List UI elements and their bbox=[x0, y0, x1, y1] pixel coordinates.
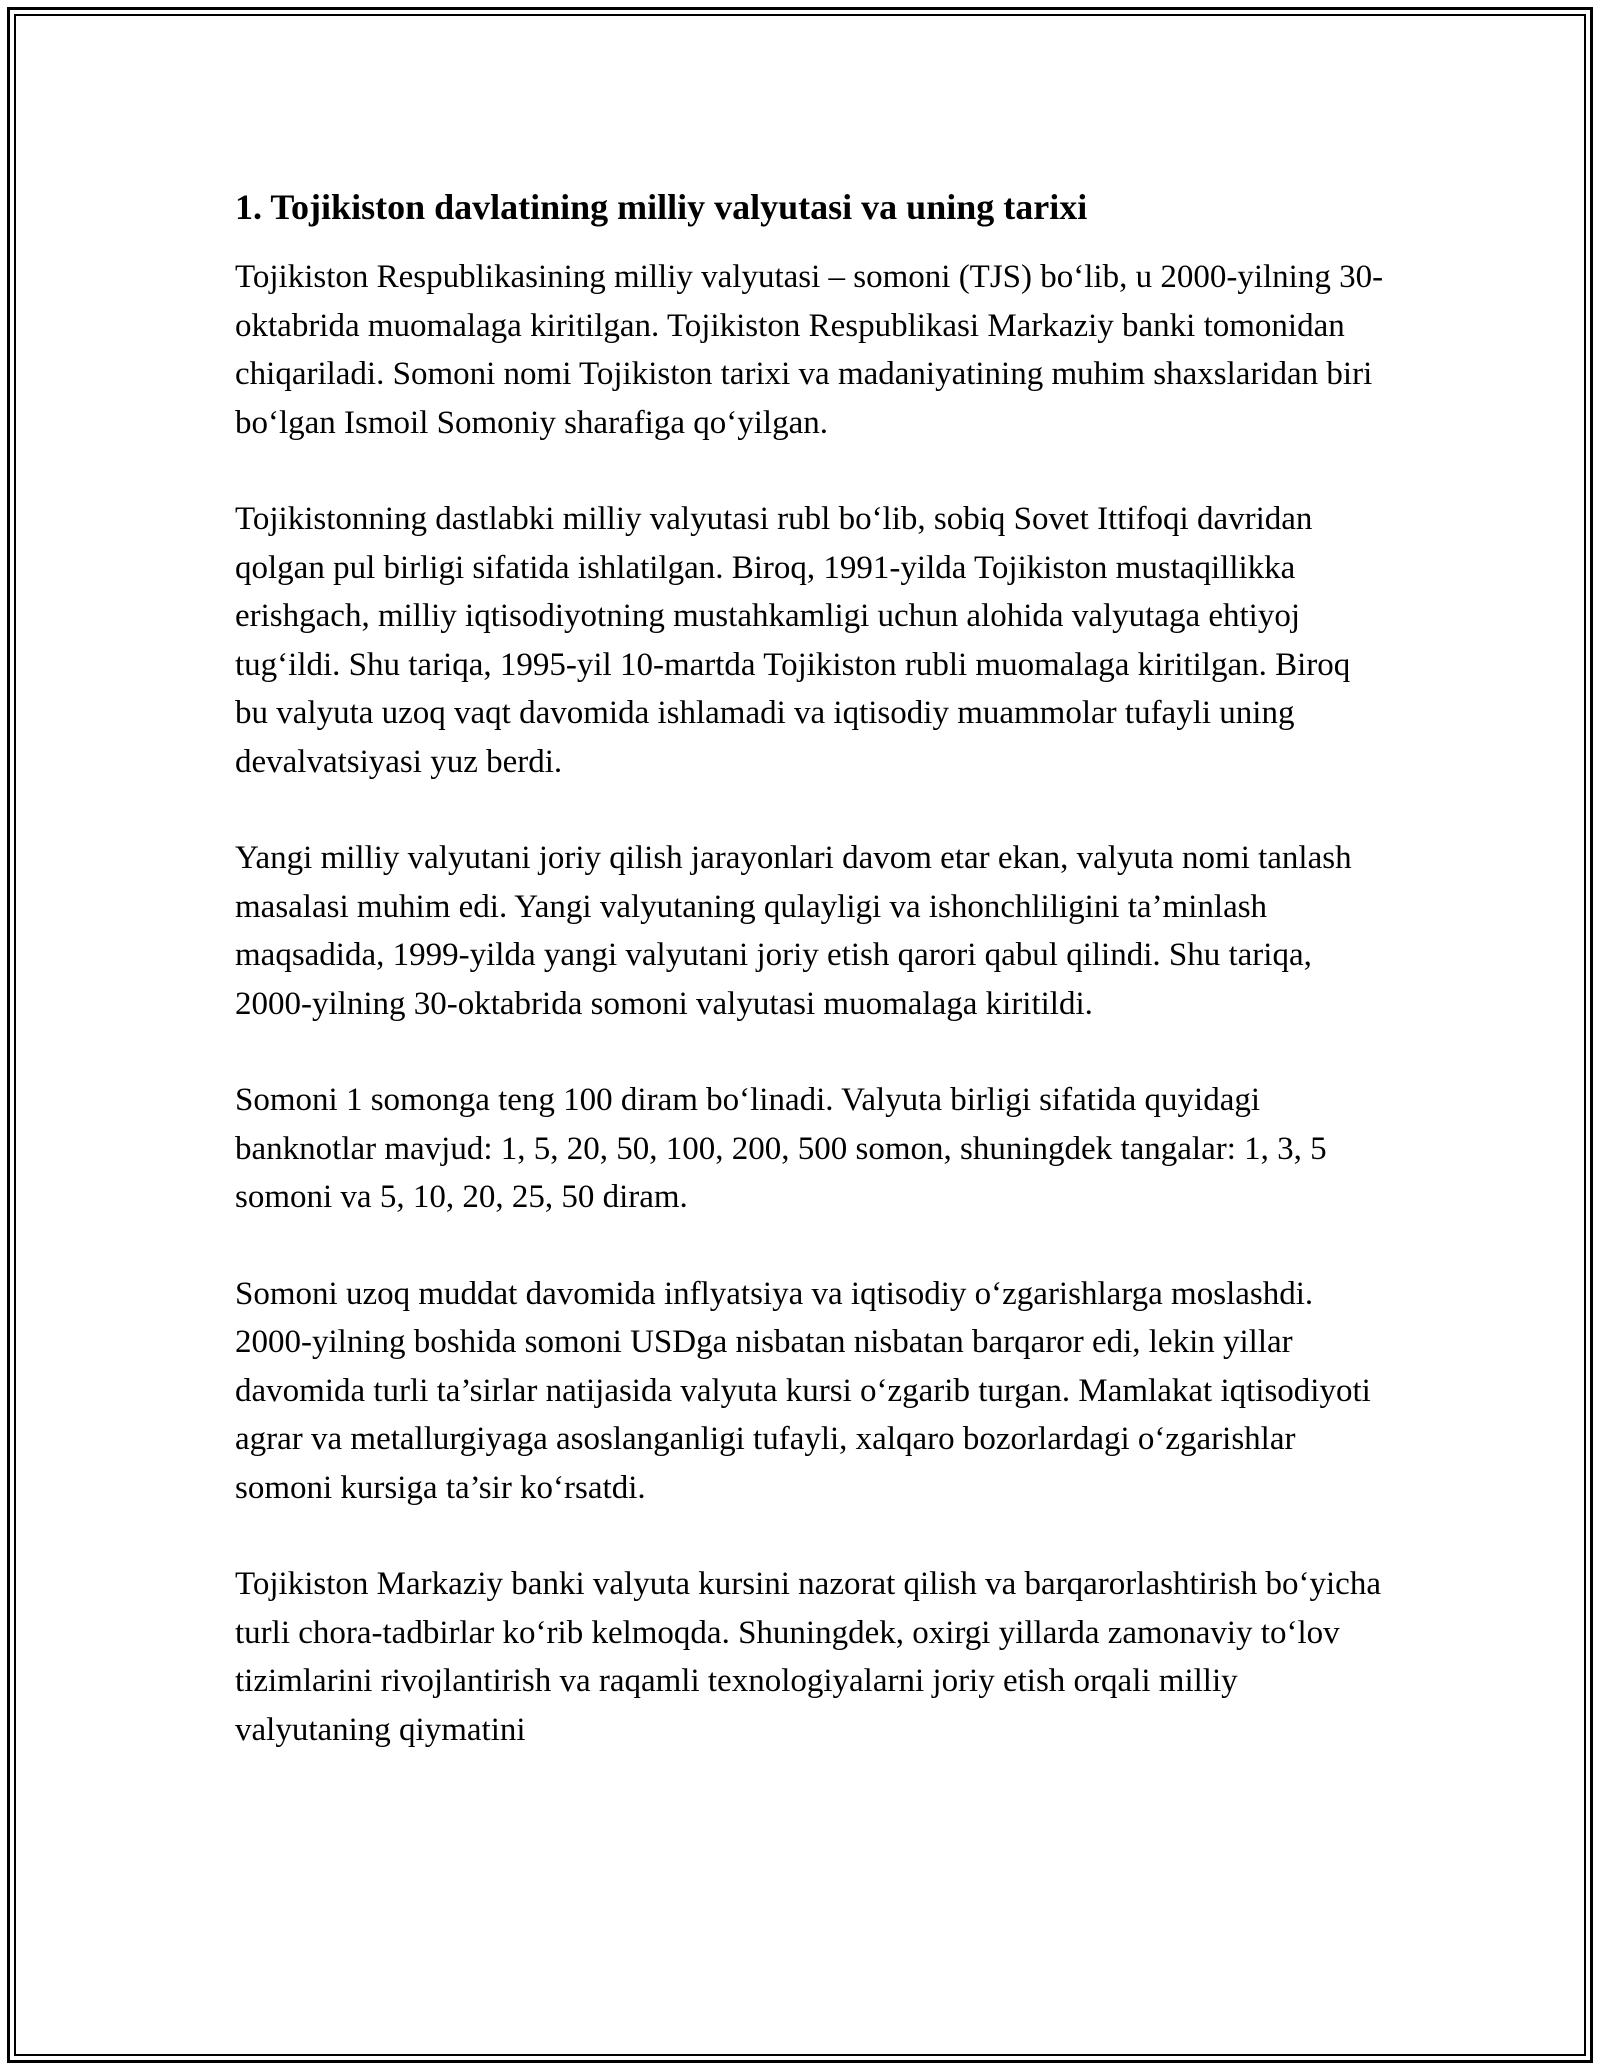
paragraph-denominations: Somoni 1 somonga teng 100 diram bo‘linadi. Valyuta birligi sifatida quyidagi banknotlar mavjud: 1, 5, 20, 50, 100, 200, 500 somon, shuningdek tangalar: 1, 3, 5 somoni va 5, 10, 20, 25, 50 diram. bbox=[235, 1082, 1327, 1215]
paragraph-central-bank: Tojikiston Markaziy banki valyuta kursini nazorat qilish va barqarorlashtirish bo‘yicha turli chora-tadbirlar ko‘rib kelmoqda. Shuningdek, oxirgi yillarda zamonaviy to‘lov tizimlarini rivojlantirish va raqamli texnologiyalarni joriy etish orqali milliy valyutaning qiymatini bbox=[235, 1566, 1381, 1748]
paragraph-inflation: Somoni uzoq muddat davomida inflyatsiya va iqtisodiy o‘zgarishlarga moslashdi. 2000-yilning boshida somoni USDga nisbatan nisbatan barqaror edi, lekin yillar davomida turli ta’sirlar natijasida valyuta kursi o‘zgarib turgan. Mamlakat iqtisodiyoti agrar va metallurgiyaga asoslanganligi tufayli, xalqaro bozorlardagi o‘zgarishlar somoni kursiga ta’sir ko‘rsatdi. bbox=[235, 1275, 1371, 1506]
document-body bbox=[235, 185, 1385, 1802]
paragraph-history: Tojikistonning dastlabki milliy valyutasi rubl bo‘lib, sobiq Sovet Ittifoqi davridan qolgan pul birligi sifatida ishlatilgan. Biroq, 1991-yilda Tojikiston mustaqillikka erishgach, milliy iqtisodiyotning mustahkamligi uchun alohida valyutaga ehtiyoj tug‘ildi. Shu tariqa, 1995-yil 10-martda Tojikiston rubli muomalaga kiritilgan. Biroq bu valyuta uzoq vaqt davomida ishlamadi va iqtisodiy muammolar tufayli uning devalvatsiyasi yuz berdi. bbox=[235, 501, 1351, 780]
paragraph-new-currency: Yangi milliy valyutani joriy qilish jarayonlari davom etar ekan, valyuta nomi tanlash masalasi muhim edi. Yangi valyutaning qulayligi va ishonchliligini ta’minlash maqsadida, 1999-yilda yangi valyutani joriy etish qarori qabul qilindi. Shu tariqa, 2000-yilning 30-oktabrida somoni valyutasi muomalaga kiritildi. bbox=[235, 840, 1352, 1022]
paragraph-intro: Tojikiston Respublikasining milliy valyutasi – somoni (TJS) bo‘lib, u 2000-yilning 30-oktabrida muomalaga kiritilgan. Tojikiston Respublikasi Markaziy banki tomonidan chiqariladi. Somoni nomi Tojikiston tarixi va madaniyatining muhim shaxslaridan biri bo‘lgan Ismoil Somoniy sharafiga qo‘yilgan. bbox=[235, 259, 1384, 441]
section-heading: 1. Tojikiston davlatining milliy valyutasi va uning tarixi bbox=[235, 187, 1088, 227]
